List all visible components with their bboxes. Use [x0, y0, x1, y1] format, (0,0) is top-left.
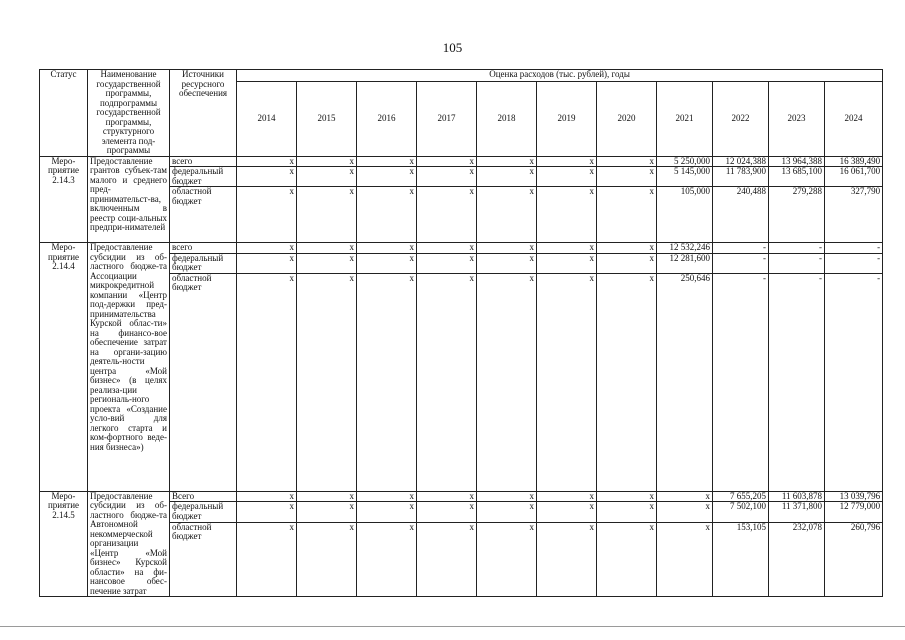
value-cell: 240,488 — [713, 187, 769, 243]
year-header: 2018 — [477, 81, 537, 156]
value-cell: x — [657, 502, 713, 523]
value-cell: - — [713, 253, 769, 273]
value-cell: 232,078 — [769, 522, 825, 596]
value-cell: x — [597, 187, 657, 243]
value-cell: x — [537, 502, 597, 523]
value-cell: x — [537, 491, 597, 502]
value-cell: x — [357, 156, 417, 167]
value-cell: x — [297, 187, 357, 243]
value-cell: x — [237, 156, 297, 167]
value-cell: 16 061,700 — [825, 167, 883, 187]
value-cell: x — [417, 253, 477, 273]
value-cell: x — [597, 273, 657, 491]
value-cell: x — [297, 156, 357, 167]
value-cell: x — [597, 502, 657, 523]
value-cell: x — [477, 167, 537, 187]
source-cell: федеральный бюджет — [170, 253, 237, 273]
year-header: 2021 — [657, 81, 713, 156]
year-header: 2022 — [713, 81, 769, 156]
value-cell: x — [297, 167, 357, 187]
value-cell: x — [417, 156, 477, 167]
value-cell: x — [237, 167, 297, 187]
year-header: 2016 — [357, 81, 417, 156]
value-cell: 5 250,000 — [657, 156, 713, 167]
value-cell: 279,288 — [769, 187, 825, 243]
value-cell: 11 783,900 — [713, 167, 769, 187]
value-cell: x — [357, 167, 417, 187]
table-row — [40, 491, 883, 502]
status-header: Статус — [40, 70, 88, 157]
value-cell: x — [357, 243, 417, 254]
name-cell: Предоставление субсидии из об-ластного бюдже-та Ассоциации микрокредитной компании «Центр под-держки пред-принимательства Курской облас-ти» на финансо-вое обеспечение затрат на органи-зацию деятель-ности центра «Мой бизнес» (в целях реализа-ции региональ-ного проекта «Создание усло-вий для легкого старта и ком-фортного веде-ния бизнеса») — [88, 243, 170, 492]
value-cell: 260,796 — [825, 522, 883, 596]
source-cell: федеральный бюджет — [170, 167, 237, 187]
value-cell: x — [357, 502, 417, 523]
year-header: 2020 — [597, 81, 657, 156]
value-cell: x — [237, 491, 297, 502]
value-cell: x — [597, 522, 657, 596]
source-cell: всего — [170, 156, 237, 167]
value-cell: 250,646 — [657, 273, 713, 491]
name-header: Наименование государственной программы, подпрограммы государственной программы, структурного элемента под-программы — [88, 70, 170, 157]
value-cell: x — [597, 243, 657, 254]
value-cell: x — [357, 522, 417, 596]
value-cell: x — [237, 253, 297, 273]
value-cell: x — [237, 273, 297, 491]
value-cell: x — [237, 187, 297, 243]
value-cell: x — [477, 243, 537, 254]
value-cell: x — [537, 187, 597, 243]
value-cell: - — [825, 243, 883, 254]
year-header: 2017 — [417, 81, 477, 156]
value-cell: x — [357, 253, 417, 273]
value-cell: 13 039,796 — [825, 491, 883, 502]
page-bottom-edge — [0, 626, 905, 627]
value-cell: x — [537, 156, 597, 167]
value-cell: 13 964,388 — [769, 156, 825, 167]
value-cell: - — [825, 253, 883, 273]
value-cell: x — [477, 156, 537, 167]
value-cell: x — [657, 522, 713, 596]
value-cell: 12 024,388 — [713, 156, 769, 167]
value-cell: x — [357, 273, 417, 491]
value-cell: 12 779,000 — [825, 502, 883, 523]
value-cell: x — [297, 253, 357, 273]
value-cell: x — [237, 502, 297, 523]
source-cell: всего — [170, 243, 237, 254]
value-cell: x — [537, 522, 597, 596]
year-header: 2014 — [237, 81, 297, 156]
value-cell: x — [597, 253, 657, 273]
value-cell: - — [769, 243, 825, 254]
value-cell: x — [597, 491, 657, 502]
value-cell: x — [297, 273, 357, 491]
source-cell: Всего — [170, 491, 237, 502]
source-cell: областной бюджет — [170, 187, 237, 243]
value-cell: x — [297, 502, 357, 523]
value-cell: x — [297, 522, 357, 596]
year-header: 2019 — [537, 81, 597, 156]
value-cell: x — [357, 491, 417, 502]
value-cell: 105,000 — [657, 187, 713, 243]
value-cell: - — [713, 243, 769, 254]
year-header: 2023 — [769, 81, 825, 156]
source-cell: федеральный бюджет — [170, 502, 237, 523]
value-cell: 7 655,205 — [713, 491, 769, 502]
value-cell: 12 281,600 — [657, 253, 713, 273]
sources-header: Источники ресурсного обеспечения — [170, 70, 237, 157]
value-cell: 16 389,490 — [825, 156, 883, 167]
value-cell: x — [597, 167, 657, 187]
value-cell: x — [417, 243, 477, 254]
value-cell: x — [237, 522, 297, 596]
expenditure-table — [39, 69, 883, 597]
status-cell: Меро-приятие 2.14.3 — [40, 156, 88, 243]
value-cell: - — [769, 253, 825, 273]
year-header: 2024 — [825, 81, 883, 156]
value-cell: x — [537, 253, 597, 273]
source-cell: областной бюджет — [170, 522, 237, 596]
status-cell: Меро-приятие 2.14.5 — [40, 491, 88, 597]
value-cell: x — [417, 273, 477, 491]
value-cell: x — [417, 502, 477, 523]
value-cell: x — [417, 491, 477, 502]
value-cell: x — [297, 243, 357, 254]
value-cell: x — [357, 187, 417, 243]
value-cell: x — [477, 502, 537, 523]
status-cell: Меро-приятие 2.14.4 — [40, 243, 88, 492]
value-cell: x — [657, 491, 713, 502]
value-cell: 327,790 — [825, 187, 883, 243]
value-cell: 153,105 — [713, 522, 769, 596]
value-cell: x — [417, 522, 477, 596]
value-cell: - — [713, 273, 769, 491]
value-cell: x — [477, 273, 537, 491]
value-cell: x — [537, 273, 597, 491]
value-cell: 12 532,246 — [657, 243, 713, 254]
value-cell: x — [477, 491, 537, 502]
value-cell: x — [537, 243, 597, 254]
name-cell: Предоставление субсидии из об-ластного бюдже-та Автономной некоммерческой организации «Центр «Мой бизнес» Курской области» на фи-нансовое обес-печение затрат — [88, 491, 170, 597]
value-cell: x — [297, 491, 357, 502]
table-row — [40, 156, 883, 167]
page-number: 105 — [442, 40, 463, 55]
value-cell: 11 371,800 — [769, 502, 825, 523]
table-row — [40, 243, 883, 254]
value-cell: x — [477, 522, 537, 596]
value-cell: x — [417, 167, 477, 187]
value-cell: 11 603,878 — [769, 491, 825, 502]
value-cell: x — [597, 156, 657, 167]
name-cell: Предоставление грантов субъек-там малого и среднего пред-принимательст-ва, включенным в реестр соци-альных предпри-нимателей — [88, 156, 170, 243]
value-cell: 13 685,100 — [769, 167, 825, 187]
value-cell: - — [769, 273, 825, 491]
value-cell: x — [537, 167, 597, 187]
value-cell: x — [417, 187, 477, 243]
value-cell: x — [237, 243, 297, 254]
value-cell: 5 145,000 — [657, 167, 713, 187]
estimate-header: Оценка расходов (тыс. рублей), годы — [237, 70, 883, 82]
scan-artifact — [0, 0, 905, 3]
year-header: 2015 — [297, 81, 357, 156]
value-cell: x — [477, 187, 537, 243]
value-cell: x — [477, 253, 537, 273]
source-cell: областной бюджет — [170, 273, 237, 491]
value-cell: - — [825, 273, 883, 491]
value-cell: 7 502,100 — [713, 502, 769, 523]
